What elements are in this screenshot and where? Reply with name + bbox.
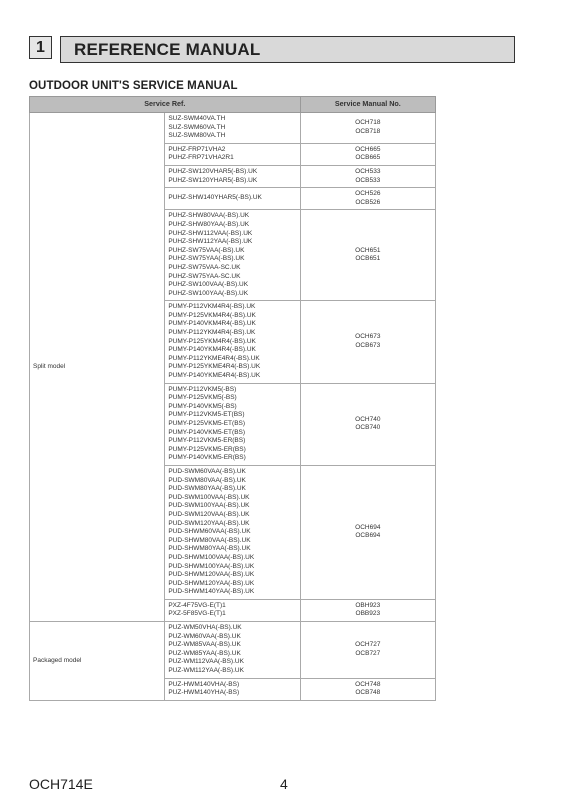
model-ref: PUMY-P112YKM4R4(-BS).UK: [168, 329, 256, 337]
model-list: [165, 165, 300, 187]
subtitle: OUTDOOR UNIT'S SERVICE MANUAL: [29, 80, 238, 92]
table-row: [30, 113, 436, 144]
section-title: REFERENCE MANUAL: [60, 36, 515, 63]
table-row: [30, 622, 436, 679]
model-ref: PUZ-HWM140VHA(-BS): [168, 680, 240, 688]
model-ref: PUZ-WM85VAA(-BS).UK: [168, 641, 241, 649]
manual-list: [300, 383, 435, 465]
manual-list: [300, 622, 435, 679]
manual-number: OCB651: [355, 255, 381, 263]
model-ref: SUZ-SWM60VA.TH: [168, 123, 226, 131]
model-ref: PUMY-P112YKME4R4(-BS).UK: [168, 354, 260, 362]
model-ref: PUMY-P140VKM5-ER(BS): [168, 454, 246, 462]
model-ref: PUD-SHWM140YAA(-BS).UK: [168, 588, 255, 596]
manual-list: [300, 188, 435, 210]
model-ref: PUMY-P125VKM5(-BS): [168, 394, 237, 402]
manual-number: OCB740: [355, 424, 381, 432]
model-ref: PUMY-P125YKM4R4(-BS).UK: [168, 337, 256, 345]
manual-list: [300, 301, 435, 383]
header-service-manual-no: Service Manual No.: [300, 97, 435, 113]
model-ref: PUHZ-FRP71VHA2R1: [168, 154, 234, 162]
header-service-ref: Service Ref.: [30, 97, 301, 113]
model-ref: PUZ-WM112VAA(-BS).UK: [168, 658, 244, 666]
model-ref: PUZ-WM85YAA(-BS).UK: [168, 649, 241, 657]
model-list: [165, 301, 300, 383]
manual-number: OCB533: [355, 176, 381, 184]
model-ref: PUHZ-SHW112YAA(-BS).UK: [168, 238, 253, 246]
model-ref: PUMY-P140VKM5-ET(BS): [168, 428, 246, 436]
model-ref: PUHZ-SHW80YAA(-BS).UK: [168, 220, 250, 228]
model-ref: PUHZ-SW75VAA(-BS).UK: [168, 246, 245, 254]
model-ref: PUHZ-SW75YAA-SC.UK: [168, 272, 241, 280]
section-number: 1: [29, 36, 52, 59]
model-ref: PUD-SWM100VAA(-BS).UK: [168, 493, 250, 501]
table-header-row: [30, 97, 436, 113]
model-list: [165, 599, 300, 621]
manual-number: OCH694: [355, 523, 381, 531]
manual-list: [300, 143, 435, 165]
model-ref: PUD-SHWM80YAA(-BS).UK: [168, 545, 251, 553]
footer-doc-code: OCH714E: [29, 776, 93, 792]
group-label: Split model: [30, 113, 165, 622]
manual-list: [300, 599, 435, 621]
model-list: [165, 188, 300, 210]
manual-number: OCB673: [355, 341, 381, 349]
model-ref: PUD-SHWM80VAA(-BS).UK: [168, 536, 251, 544]
model-ref: PXZ-4F75VG-E(T)1: [168, 601, 226, 609]
model-ref: PUD-SWM120YAA(-BS).UK: [168, 519, 250, 527]
model-ref: PUMY-P112VKM4R4(-BS).UK: [168, 303, 256, 311]
model-ref: PUMY-P112VKM5(-BS): [168, 385, 237, 393]
model-ref: PUHZ-SHW140YHAR5(-BS).UK: [168, 194, 262, 202]
model-ref: PUHZ-SHW80VAA(-BS).UK: [168, 212, 250, 220]
manual-number: OBB923: [355, 610, 381, 618]
model-list: [165, 678, 300, 700]
model-ref: PUMY-P140YKM4R4(-BS).UK: [168, 346, 256, 354]
table-body: [30, 113, 436, 701]
model-ref: PUHZ-FRP71VHA2: [168, 145, 226, 153]
manual-list: [300, 165, 435, 187]
manual-number: OCH533: [355, 167, 381, 175]
manual-list: [300, 113, 435, 144]
manual-number: OCB727: [355, 649, 381, 657]
footer-page-number: 4: [280, 776, 288, 792]
model-ref: PUHZ-SHW112VAA(-BS).UK: [168, 229, 253, 237]
manual-number: OCH740: [355, 415, 381, 423]
model-ref: PUMY-P112VKM5-ER(BS): [168, 437, 246, 445]
model-ref: PUMY-P112VKM5-ET(BS): [168, 411, 245, 419]
manual-number: OCH748: [355, 680, 381, 688]
model-ref: PUD-SHWM100VAA(-BS).UK: [168, 553, 255, 561]
model-ref: PXZ-5F85VG-E(T)1: [168, 610, 226, 618]
model-ref: PUHZ-SW120YHAR5(-BS).UK: [168, 176, 258, 184]
model-ref: PUZ-HWM140YHA(-BS): [168, 689, 240, 697]
manual-list: [300, 465, 435, 599]
model-ref: PUMY-P125VKM4R4(-BS).UK: [168, 311, 256, 319]
model-ref: PUHZ-SW75YAA(-BS).UK: [168, 255, 245, 263]
manual-number: OBH923: [355, 601, 381, 609]
manual-number: OCB665: [355, 154, 381, 162]
model-list: [165, 465, 300, 599]
model-ref: PUD-SWM80YAA(-BS).UK: [168, 485, 246, 493]
manual-number: OCB694: [355, 532, 381, 540]
model-ref: SUZ-SWM80VA.TH: [168, 132, 226, 140]
group-label: Packaged model: [30, 622, 165, 701]
model-ref: PUD-SWM60VAA(-BS).UK: [168, 467, 246, 475]
model-ref: PUMY-P125VKM5-ET(BS): [168, 420, 246, 427]
manual-number: OCH673: [355, 333, 381, 341]
model-ref: PUMY-P125YKME4R4(-BS).UK: [168, 363, 261, 371]
model-ref: PUZ-WM50VHA(-BS).UK: [168, 624, 242, 632]
manual-number: OCB526: [355, 198, 381, 206]
manual-number: OCH727: [355, 641, 381, 649]
model-list: [165, 622, 300, 679]
manual-number: OCH526: [355, 190, 381, 198]
model-list: [165, 143, 300, 165]
model-ref: PUMY-P140VKM5(-BS): [168, 402, 237, 410]
model-ref: PUD-SHWM100YAA(-BS).UK: [168, 562, 255, 570]
manual-list: [300, 210, 435, 301]
manual-list: [300, 678, 435, 700]
model-ref: PUMY-P125VKM5-ER(BS): [168, 445, 246, 453]
reference-table: [29, 96, 436, 701]
model-ref: PUZ-WM112YAA(-BS).UK: [168, 667, 244, 675]
model-list: [165, 113, 300, 144]
model-ref: PUMY-P140YKME4R4(-BS).UK: [168, 372, 261, 380]
model-ref: PUD-SWM80VAA(-BS).UK: [168, 476, 246, 484]
model-ref: PUMY-P140VKM4R4(-BS).UK: [168, 320, 256, 328]
model-list: [165, 210, 300, 301]
model-ref: PUD-SWM120VAA(-BS).UK: [168, 510, 250, 518]
model-ref: PUHZ-SW120VHAR5(-BS).UK: [168, 167, 258, 175]
model-ref: PUZ-WM60VAA(-BS).UK: [168, 632, 241, 640]
manual-number: OCB748: [355, 689, 381, 697]
model-ref: SUZ-SWM40VA.TH: [168, 115, 226, 122]
model-ref: PUD-SWM100YAA(-BS).UK: [168, 502, 250, 510]
manual-number: OCH718: [355, 119, 381, 127]
manual-number: OCH651: [355, 246, 381, 254]
model-ref: PUD-SHWM120VAA(-BS).UK: [168, 571, 255, 579]
manual-number: OCB718: [355, 127, 381, 135]
model-ref: PUHZ-SW100YAA(-BS).UK: [168, 289, 249, 297]
model-ref: PUD-SHWM60VAA(-BS).UK: [168, 528, 251, 536]
model-list: [165, 383, 300, 465]
model-ref: PUHZ-SW100VAA(-BS).UK: [168, 281, 249, 289]
manual-number: OCH665: [355, 145, 381, 153]
model-ref: PUD-SHWM120YAA(-BS).UK: [168, 579, 255, 587]
model-ref: PUHZ-SW75VAA-SC.UK: [168, 263, 241, 271]
